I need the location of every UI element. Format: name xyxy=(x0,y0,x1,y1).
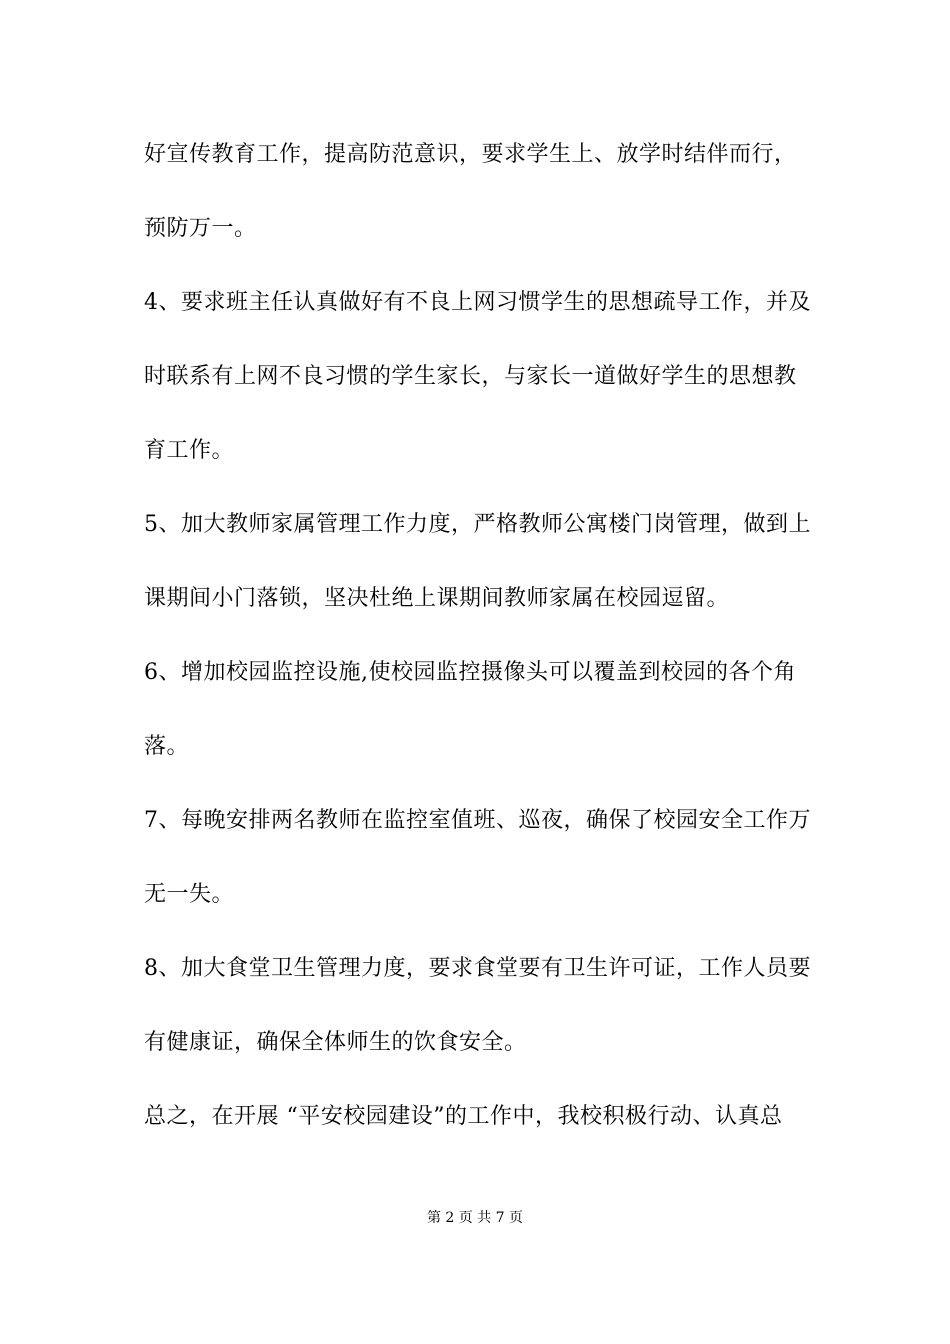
text-line: 落。 xyxy=(144,734,190,759)
text-line: 总之，在开展 “平安校园建设”的工作中，我校积极行动、认真总 xyxy=(144,1104,783,1129)
text-line: 4、要求班主任认真做好有不良上网习惯学生的思想疏导工作，并及 xyxy=(144,290,811,315)
text-line: 时联系有上网不良习惯的学生家长，与家长一道做好学生的思想教 xyxy=(144,364,797,389)
text-line: 6、增加校园监控设施,使校园监控摄像头可以覆盖到校园的各个角 xyxy=(144,660,796,685)
text-line: 好宣传教育工作，提高防范意识，要求学生上、放学时结伴而行， xyxy=(144,142,797,167)
text-line: 课期间小门落锁，坚决杜绝上课期间教师家属在校园逗留。 xyxy=(144,586,730,611)
text-line: 无一失。 xyxy=(144,882,235,907)
page-number-footer: 第 2 页 共 7 页 xyxy=(426,1210,524,1226)
text-line: 育工作。 xyxy=(144,438,235,463)
text-line: 有健康证，确保全体师生的饮食安全。 xyxy=(144,1030,527,1055)
text-line: 8、加大食堂卫生管理力度，要求食堂要有卫生许可证，工作人员要 xyxy=(144,956,811,981)
text-line: 5、加大教师家属管理工作力度，严格教师公寓楼门岗管理，做到上 xyxy=(144,512,811,537)
text-line: 预防万一。 xyxy=(144,216,257,241)
text-line: 7、每晚安排两名教师在监控室值班、巡夜，确保了校园安全工作万 xyxy=(144,808,811,833)
